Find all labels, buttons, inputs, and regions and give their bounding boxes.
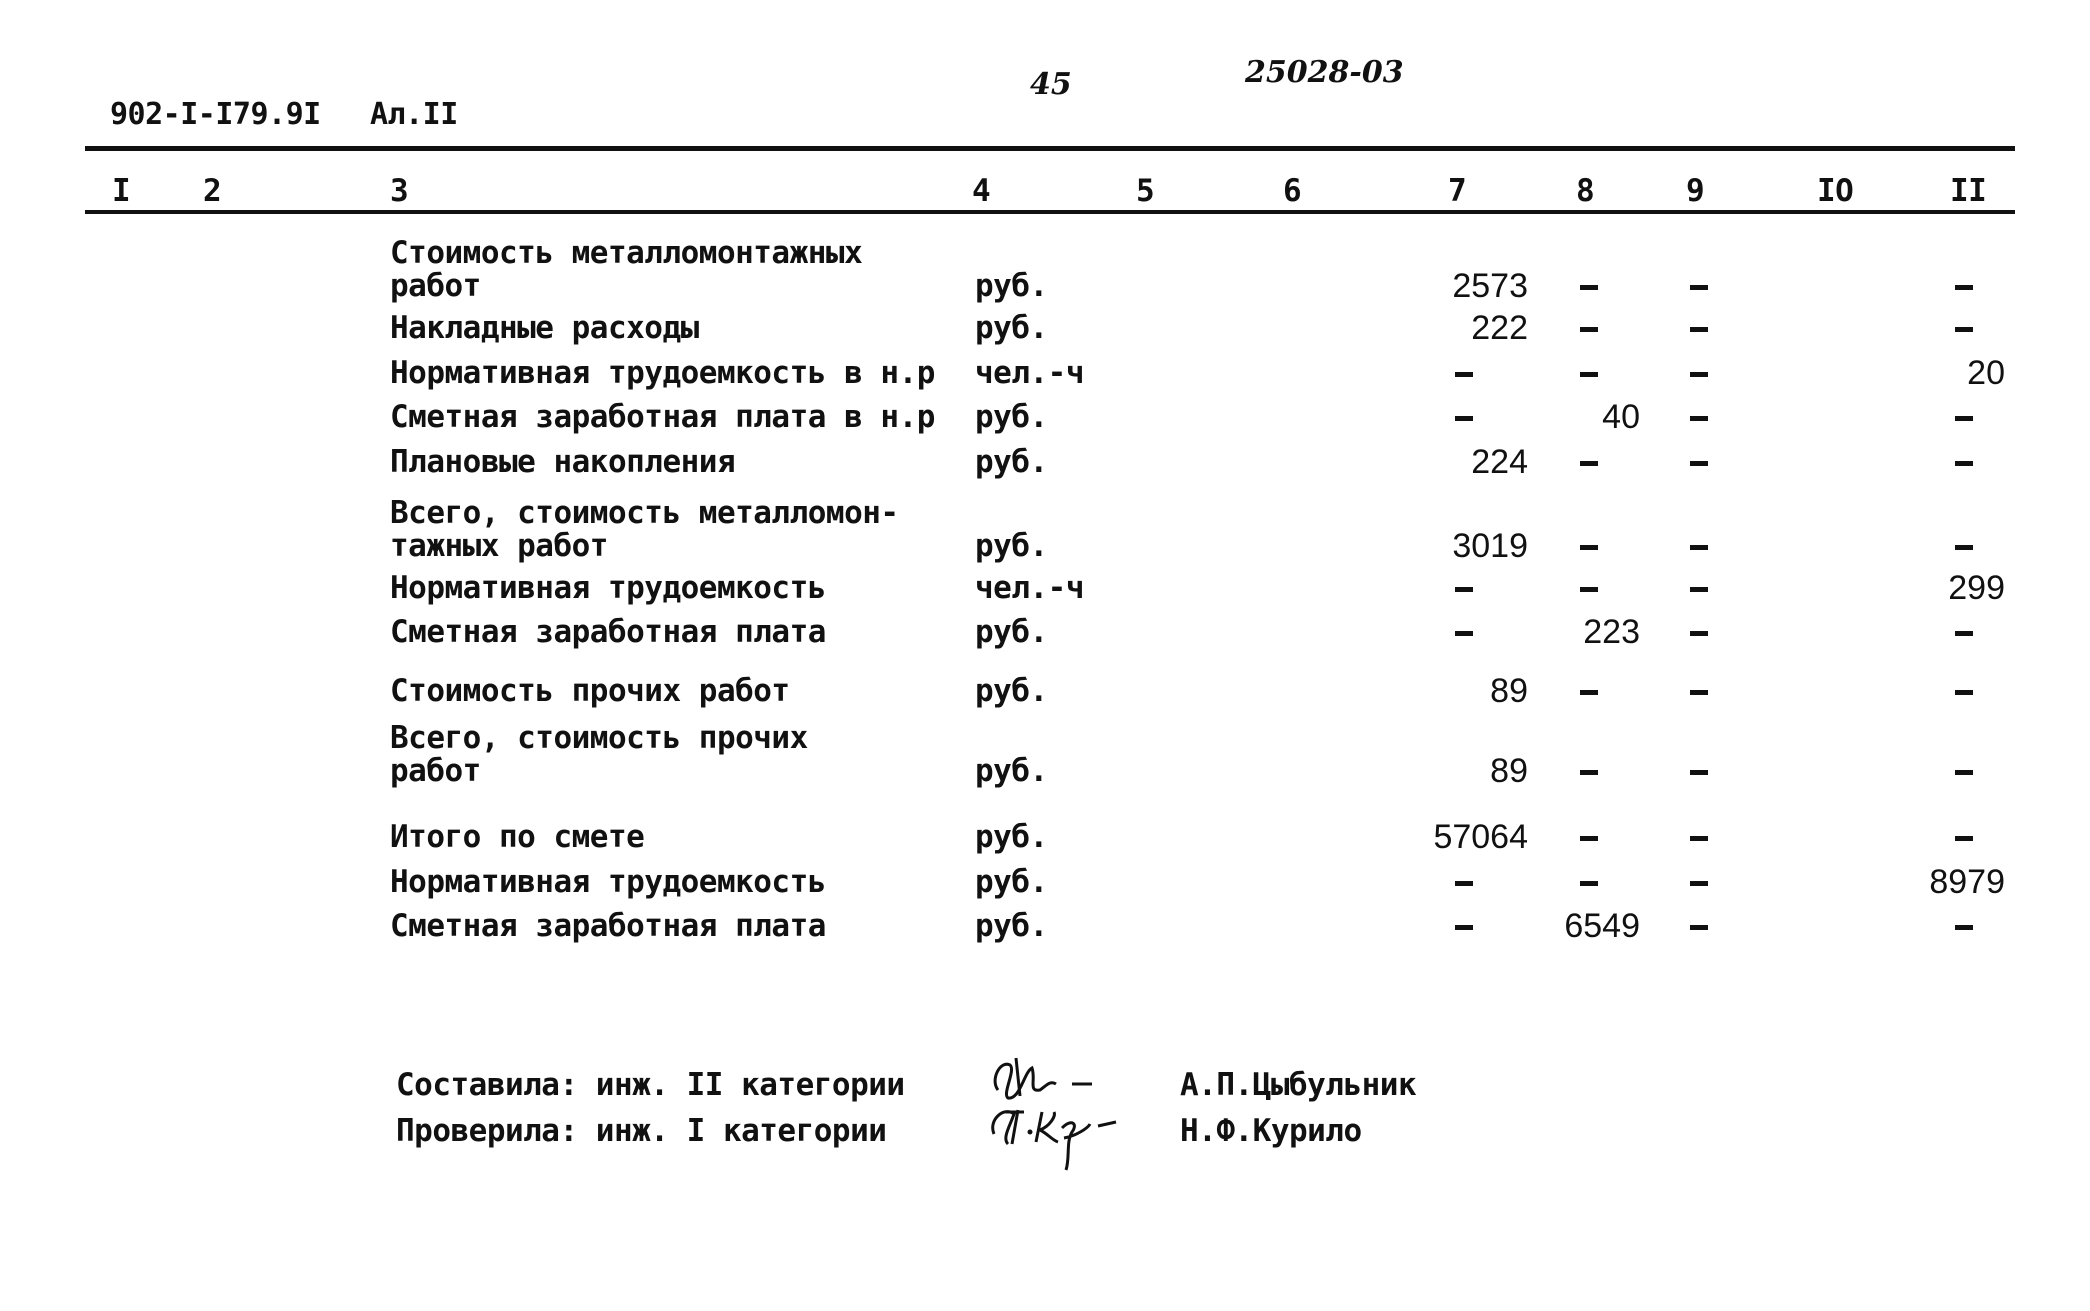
empty-dash bbox=[1455, 372, 1473, 377]
empty-dash bbox=[1955, 416, 1973, 421]
column-header: IO bbox=[1817, 173, 1854, 209]
empty-dash bbox=[1955, 545, 1973, 550]
table-top-rule bbox=[85, 146, 2015, 151]
compiled-by-name: А.П.Цыбульник bbox=[1180, 1067, 1417, 1103]
row-label: Стоимость металломонтажных bbox=[390, 235, 863, 271]
row-unit: руб. bbox=[975, 864, 1048, 900]
empty-dash bbox=[1690, 770, 1708, 775]
column-header: 2 bbox=[203, 173, 222, 209]
empty-dash bbox=[1455, 587, 1473, 592]
row-value: 224 bbox=[1471, 443, 1528, 481]
table-header-rule bbox=[85, 210, 2015, 214]
empty-dash bbox=[1690, 631, 1708, 636]
archive-number: 25028-03 bbox=[1245, 55, 1404, 90]
row-unit: чел.-ч bbox=[975, 570, 1084, 606]
row-unit: руб. bbox=[975, 753, 1048, 789]
row-label: Нормативная трудоемкость в н.р bbox=[390, 355, 935, 391]
row-label: Всего, стоимость металломон- bbox=[390, 495, 899, 531]
row-value: 89 bbox=[1490, 672, 1528, 710]
empty-dash bbox=[1955, 925, 1973, 930]
row-label: Итого по смете bbox=[390, 819, 645, 855]
empty-dash bbox=[1955, 327, 1973, 332]
empty-dash bbox=[1455, 925, 1473, 930]
row-unit: руб. bbox=[975, 528, 1048, 564]
row-value: 223 bbox=[1583, 613, 1640, 651]
empty-dash bbox=[1580, 372, 1598, 377]
row-label: Нормативная трудоемкость bbox=[390, 570, 826, 606]
empty-dash bbox=[1690, 545, 1708, 550]
column-header: II bbox=[1950, 173, 1987, 209]
empty-dash bbox=[1690, 836, 1708, 841]
row-unit: руб. bbox=[975, 614, 1048, 650]
checked-by-name: Н.Ф.Курило bbox=[1180, 1113, 1362, 1149]
row-unit: руб. bbox=[975, 444, 1048, 480]
row-label: Всего, стоимость прочих bbox=[390, 720, 808, 756]
page-number: 45 bbox=[1030, 67, 1072, 102]
row-unit: руб. bbox=[975, 673, 1048, 709]
row-unit: руб. bbox=[975, 399, 1048, 435]
empty-dash bbox=[1580, 770, 1598, 775]
empty-dash bbox=[1580, 881, 1598, 886]
row-value: 6549 bbox=[1564, 907, 1640, 945]
empty-dash bbox=[1690, 925, 1708, 930]
empty-dash bbox=[1690, 416, 1708, 421]
row-unit: руб. bbox=[975, 310, 1048, 346]
empty-dash bbox=[1955, 461, 1973, 466]
empty-dash bbox=[1580, 545, 1598, 550]
row-value: 3019 bbox=[1452, 527, 1528, 565]
row-unit: руб. bbox=[975, 268, 1048, 304]
empty-dash bbox=[1690, 461, 1708, 466]
document-code: 902-I-I79.9I bbox=[110, 97, 321, 132]
empty-dash bbox=[1580, 327, 1598, 332]
row-value: 8979 bbox=[1929, 863, 2005, 901]
row-label: Нормативная трудоемкость bbox=[390, 864, 826, 900]
column-header: 5 bbox=[1136, 173, 1155, 209]
empty-dash bbox=[1690, 327, 1708, 332]
row-unit: руб. bbox=[975, 819, 1048, 855]
row-label: работ bbox=[390, 753, 481, 789]
row-value: 299 bbox=[1948, 569, 2005, 607]
column-header: 6 bbox=[1283, 173, 1302, 209]
signature-2-image bbox=[980, 1098, 1140, 1178]
row-unit: руб. bbox=[975, 908, 1048, 944]
empty-dash bbox=[1580, 461, 1598, 466]
row-label: Накладные расходы bbox=[390, 310, 699, 346]
empty-dash bbox=[1955, 690, 1973, 695]
checked-by-role: Проверила: инж. I категории bbox=[396, 1113, 887, 1149]
empty-dash bbox=[1455, 416, 1473, 421]
row-value: 2573 bbox=[1452, 267, 1528, 305]
column-header: 3 bbox=[390, 173, 409, 209]
empty-dash bbox=[1955, 631, 1973, 636]
row-label: Стоимость прочих работ bbox=[390, 673, 790, 709]
column-header: 8 bbox=[1576, 173, 1595, 209]
row-value: 20 bbox=[1967, 354, 2005, 392]
empty-dash bbox=[1955, 285, 1973, 290]
column-header: I bbox=[112, 173, 131, 209]
column-header: 7 bbox=[1448, 173, 1467, 209]
row-label: тажных работ bbox=[390, 528, 608, 564]
column-header: 4 bbox=[972, 173, 991, 209]
album-number: Ал.II bbox=[370, 97, 458, 132]
column-header: 9 bbox=[1686, 173, 1705, 209]
row-label: Сметная заработная плата в н.р bbox=[390, 399, 935, 435]
row-value: 57064 bbox=[1433, 818, 1528, 856]
row-value: 222 bbox=[1471, 309, 1528, 347]
empty-dash bbox=[1690, 587, 1708, 592]
empty-dash bbox=[1580, 836, 1598, 841]
empty-dash bbox=[1955, 836, 1973, 841]
row-unit: чел.-ч bbox=[975, 355, 1084, 391]
empty-dash bbox=[1580, 690, 1598, 695]
empty-dash bbox=[1690, 690, 1708, 695]
empty-dash bbox=[1580, 285, 1598, 290]
empty-dash bbox=[1690, 285, 1708, 290]
empty-dash bbox=[1690, 881, 1708, 886]
compiled-by-role: Составила: инж. II категории bbox=[396, 1067, 905, 1103]
row-label: Сметная заработная плата bbox=[390, 614, 826, 650]
empty-dash bbox=[1955, 770, 1973, 775]
empty-dash bbox=[1690, 372, 1708, 377]
row-value: 89 bbox=[1490, 752, 1528, 790]
row-label: Сметная заработная плата bbox=[390, 908, 826, 944]
row-label: Плановые накопления bbox=[390, 444, 736, 480]
empty-dash bbox=[1580, 587, 1598, 592]
row-label: работ bbox=[390, 268, 481, 304]
empty-dash bbox=[1455, 631, 1473, 636]
row-value: 40 bbox=[1602, 398, 1640, 436]
empty-dash bbox=[1455, 881, 1473, 886]
